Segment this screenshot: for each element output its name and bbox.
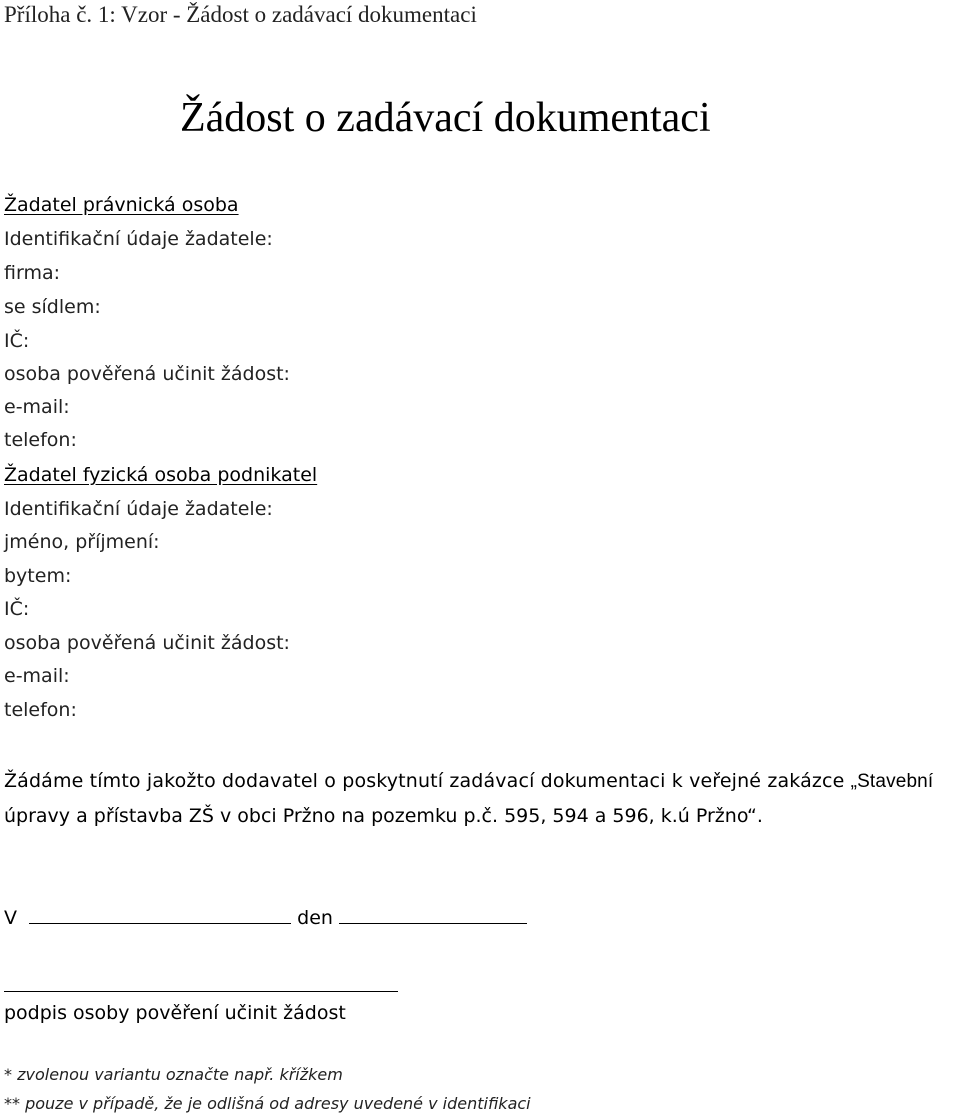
signature-line[interactable] — [4, 991, 398, 992]
legal-entity-email-label: e-mail: — [4, 396, 70, 418]
legal-entity-identification-label: Identifikační údaje žadatele: — [4, 228, 273, 250]
natural-person-identification-label: Identifikační údaje žadatele: — [4, 498, 273, 520]
document-title: Žádost o zadávací dokumentaci — [180, 95, 711, 141]
legal-entity-seat-label: se sídlem: — [4, 296, 101, 318]
place-label: V — [4, 907, 17, 929]
natural-person-name-label: jméno, příjmení: — [4, 531, 160, 553]
request-text: Žádáme tímto jakožto dodavatel o poskytnutí zadávací dokumentaci k veřejné zakázce — [4, 770, 851, 792]
natural-person-authorized-person-label: osoba pověřená učinit žádost: — [4, 632, 290, 654]
natural-person-email-label: e-mail: — [4, 665, 70, 687]
request-paragraph-line-1 — [4, 770, 933, 793]
natural-person-id-number-label: IČ: — [4, 598, 30, 620]
date-blank[interactable] — [339, 905, 527, 924]
project-name-start: „Stavební — [850, 771, 934, 792]
place-blank[interactable] — [29, 905, 291, 924]
project-name-continued: úpravy a přístavba ZŠ v obci Pržno na pozemku p.č. 595, 594 a 596, k.ú Pržno“. — [4, 805, 763, 827]
signature-label: podpis osoby pověření učinit žádost — [4, 1002, 346, 1024]
legal-entity-heading: Žadatel právnická osoba — [4, 194, 239, 216]
place-date-row — [4, 905, 527, 929]
date-label: den — [297, 907, 333, 929]
footnote-address: ** pouze v případě, že je odlišná od adresy uvedené v identifikaci — [4, 1094, 531, 1113]
legal-entity-company-label: firma: — [4, 262, 60, 284]
legal-entity-authorized-person-label: osoba pověřená učinit žádost: — [4, 363, 290, 385]
legal-entity-phone-label: telefon: — [4, 429, 77, 451]
natural-person-phone-label: telefon: — [4, 699, 77, 721]
natural-person-residence-label: bytem: — [4, 565, 72, 587]
footnote-variant: * zvolenou variantu označte např. křížkem — [4, 1065, 343, 1084]
legal-entity-id-number-label: IČ: — [4, 330, 30, 352]
natural-person-heading: Žadatel fyzická osoba podnikatel — [4, 464, 318, 486]
annex-heading: Příloha č. 1: Vzor - Žádost o zadávací dokumentaci — [4, 2, 477, 27]
